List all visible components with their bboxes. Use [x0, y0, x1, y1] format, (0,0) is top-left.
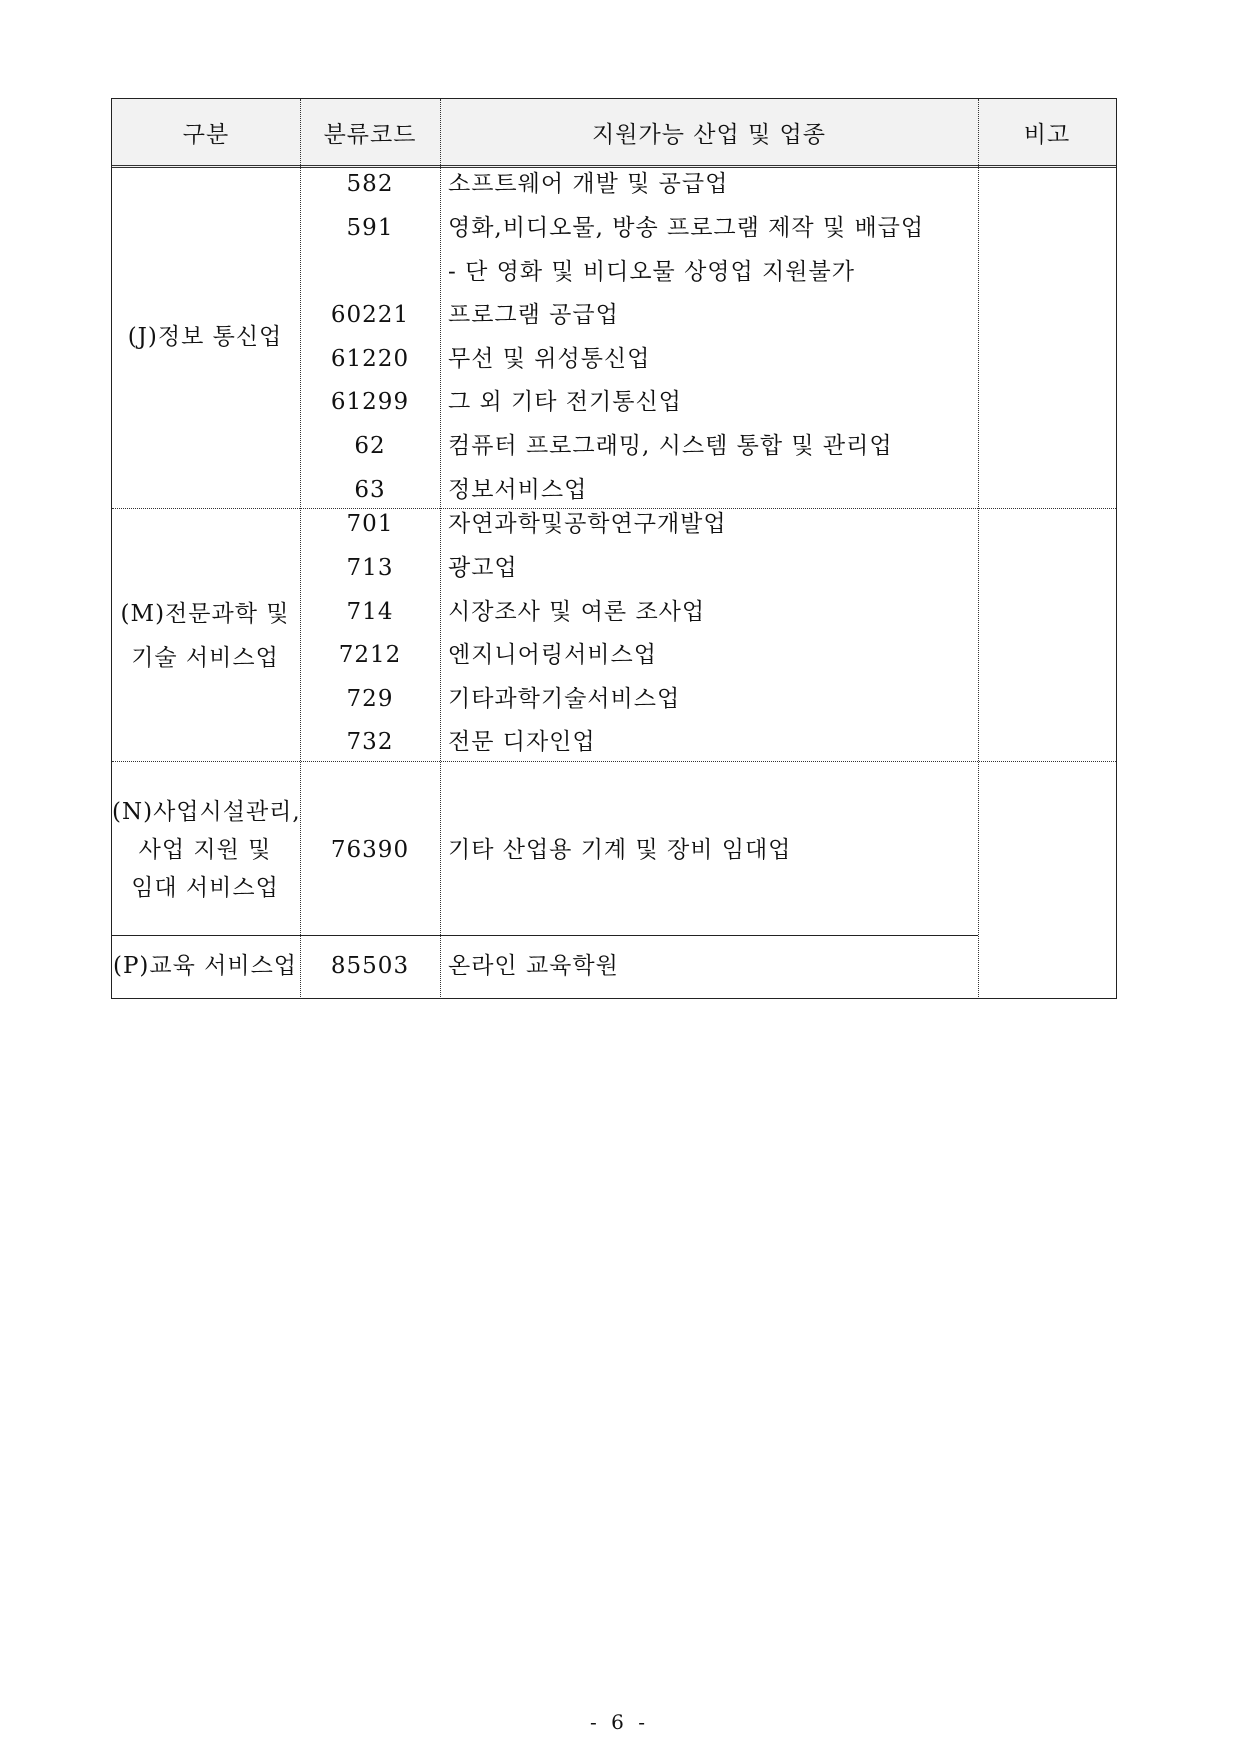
industry-cell: 프로그램 공급업: [448, 302, 619, 328]
page-number: - 6 -: [590, 1710, 649, 1734]
category-label: (N)사업시설관리,: [112, 799, 301, 825]
industry-cell: 영화,비디오물, 방송 프로그램 제작 및 배급업: [448, 215, 925, 241]
row-divider: [112, 935, 978, 936]
category-label: (P)교육 서비스업: [112, 953, 298, 979]
code-cell: 582: [346, 171, 394, 197]
code-cell: 701: [346, 511, 394, 537]
code-cell: 591: [346, 215, 394, 241]
industry-cell: 컴퓨터 프로그래밍, 시스템 통합 및 관리업: [448, 433, 893, 459]
code-cell: 85503: [330, 953, 410, 979]
industry-cell: 그 외 기타 전기통신업: [448, 389, 682, 415]
industry-cell: 전문 디자인업: [448, 729, 596, 755]
category-label: 임대 서비스업: [131, 875, 279, 901]
industry-cell: - 단 영화 및 비디오물 상영업 지원불가: [448, 259, 855, 285]
header-category: 구분: [182, 121, 230, 148]
code-cell: 63: [354, 477, 386, 503]
header-code: 분류코드: [323, 121, 417, 148]
industry-cell: 광고업: [448, 555, 518, 581]
row-divider: [112, 761, 1116, 762]
code-cell: 732: [346, 729, 394, 755]
code-cell: 61299: [330, 389, 410, 415]
industry-cell: 자연과학및공학연구개발업: [448, 511, 727, 537]
code-cell: 76390: [330, 837, 410, 863]
code-cell: 60221: [330, 302, 410, 328]
industry-cell: 소프트웨어 개발 및 공급업: [448, 171, 729, 197]
industry-cell: 엔지니어링서비스업: [448, 642, 657, 668]
industry-cell: 온라인 교육학원: [448, 953, 619, 979]
code-cell: 714: [346, 599, 394, 625]
category-label: (M)전문과학 및: [120, 601, 290, 627]
code-cell: 61220: [330, 346, 410, 372]
code-cell: 729: [346, 686, 394, 712]
category-label: 기술 서비스업: [131, 645, 279, 671]
table-header: [112, 99, 1116, 168]
category-label: 사업 지원 및: [138, 837, 272, 863]
industry-cell: 기타 산업용 기계 및 장비 임대업: [448, 837, 792, 863]
code-cell: 713: [346, 555, 394, 581]
code-cell: 62: [354, 433, 386, 459]
header-remarks: 비고: [1023, 121, 1071, 148]
header-industry: 지원가능 산업 및 업종: [592, 121, 826, 148]
industry-table: [111, 98, 1117, 999]
industry-cell: 시장조사 및 여론 조사업: [448, 599, 706, 625]
industry-cell: 정보서비스업: [448, 477, 588, 503]
column-divider: [440, 99, 441, 997]
code-cell: 7212: [338, 642, 402, 668]
industry-cell: 기타과학기술서비스업: [448, 686, 681, 712]
industry-cell: 무선 및 위성통신업: [448, 346, 651, 372]
category-label: (J)정보 통신업: [127, 324, 283, 350]
column-divider: [978, 99, 979, 997]
